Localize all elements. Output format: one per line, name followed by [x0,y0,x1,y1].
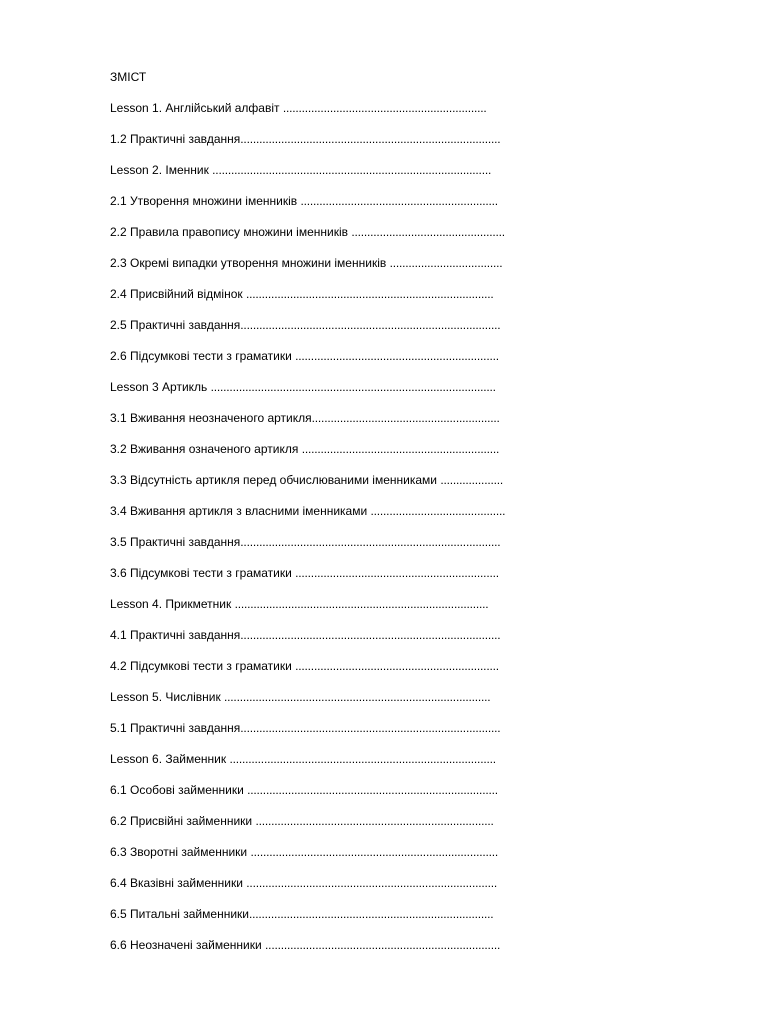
toc-entry-label: 6.2 Присвійні займенники [110,814,256,828]
toc-entry-label: 6.1 Особові займенники [110,783,248,797]
toc-entry-label: 3.1 Вживання неозначеного артикля [110,411,312,425]
toc-entry-label: 5.1 Практичні завдання [110,721,241,735]
toc-entry-leader: ................................................................................... [240,132,501,146]
toc-entry [110,596,505,627]
toc-entry [110,534,505,565]
toc-entry [110,906,505,937]
toc-entry [110,627,505,658]
toc-entry-leader: ................................................................................... [240,628,501,642]
toc-entry-label: Lesson 6. Займенник [110,752,230,766]
toc-entry-label: 3.4 Вживання артикля з власними іменниками [110,504,371,518]
toc-entry [110,782,505,813]
toc-entry [110,503,505,534]
toc-entry-leader: ........................................... [370,504,506,518]
toc-entry-label: Lesson 1. Англійський алфавіт [110,101,283,115]
toc-entry [110,100,505,131]
toc-entry-label: 3.2 Вживання означеного артикля [110,442,302,456]
toc-entry-label: Lesson 2. Іменник [110,163,213,177]
toc-entry [110,131,505,162]
toc-entry-leader: ................................................................................... [240,721,501,735]
toc-entry-leader: ............................................................ [311,411,500,425]
toc-entry [110,875,505,906]
toc-entry-label: 3.3 Відсутність артикля перед обчислюваними іменниками [110,473,441,487]
toc-entry [110,162,505,193]
toc-entry-leader: ..................................................................................... [224,690,491,704]
toc-entry-leader: ..................................................................................... [229,752,496,766]
toc-entry-leader: ................................................. [351,225,505,239]
toc-entry-leader: .................... [440,473,503,487]
toc-entry-label: 3.5 Практичні завдання [110,535,241,549]
toc-entry-label: Lesson 3 Артикль [110,380,211,394]
toc-entry-leader: ................................................................. [295,566,499,580]
toc-entry-label: 4.1 Практичні завдання [110,628,241,642]
toc-entry [110,751,505,782]
toc-entry-label: 1.2 Практичні завдання [110,132,241,146]
toc-entry [110,348,505,379]
toc-entry-label: 2.3 Окремі випадки утворення множини іменників [110,256,390,270]
toc-entry-leader: ............................................................... [300,194,498,208]
toc-entry [110,193,505,224]
toc-entry [110,441,505,472]
toc-entry-leader: ............................................................................... [245,287,494,301]
toc-entry-leader: ................................................................................... [240,535,501,549]
toc-entry-label: 6.3 Зворотні займенники [110,845,251,859]
toc-entry-leader: ................................................................. [295,659,499,673]
toc-entry [110,689,505,720]
toc-entry-label: 3.6 Підсумкові тести з граматики [110,566,296,580]
toc-entry-leader: ........................................................................... [265,938,501,952]
toc-entry [110,565,505,596]
toc-entry-label: 2.1 Утворення множини іменників [110,194,301,208]
toc-entry-leader: .............................................................................. [248,907,494,921]
toc-entry [110,224,505,255]
toc-entry [110,658,505,689]
toc-entry [110,317,505,348]
toc-entry [110,255,505,286]
toc-entry [110,410,505,441]
toc-entry-leader: ................................................................................. [234,597,489,611]
toc-entry [110,286,505,317]
toc-entry [110,937,505,968]
toc-entry-label: 2.4 Присвійний відмінок [110,287,246,301]
toc-entry-label: Lesson 4. Прикметник [110,597,235,611]
toc-entry-leader: ............................................................................ [255,814,494,828]
toc-entry-leader: ................................................................................ [247,783,498,797]
toc-entry [110,472,505,503]
toc-entry-leader: ......................................................................................... [212,163,492,177]
toc-entry-leader: ............................................................................... [250,845,499,859]
toc-entry-leader: .................................... [389,256,503,270]
toc-entry-label: 4.2 Підсумкові тести з граматики [110,659,296,673]
toc-entry-label: 2.5 Практичні завдання [110,318,241,332]
toc-entry-label: Lesson 5. Числівник [110,690,225,704]
toc-entry-label: 2.6 Підсумкові тести з граматики [110,349,296,363]
toc-entry-leader: ................................................................................ [246,876,498,890]
toc-entry [110,813,505,844]
toc-entry [110,720,505,751]
toc-title: ЗМІСТ [110,70,147,84]
toc-entry-label: 6.6 Неозначені займенники [110,938,266,952]
toc-entry [110,379,505,410]
toc-entry-label: 2.2 Правила правопису множини іменників [110,225,352,239]
toc-entry-leader: ............................................................... [301,442,500,456]
toc-entry-label: 6.5 Питальні займенники [110,907,249,921]
toc-entry-leader: ........................................................................................... [210,380,496,394]
toc-entry-label: 6.4 Вказівні займенники [110,876,247,890]
table-of-contents [110,100,505,968]
toc-entry [110,844,505,875]
toc-entry-leader: ................................................................. [282,101,487,115]
toc-entry-leader: ................................................................. [295,349,499,363]
toc-entry-leader: ................................................................................... [240,318,501,332]
